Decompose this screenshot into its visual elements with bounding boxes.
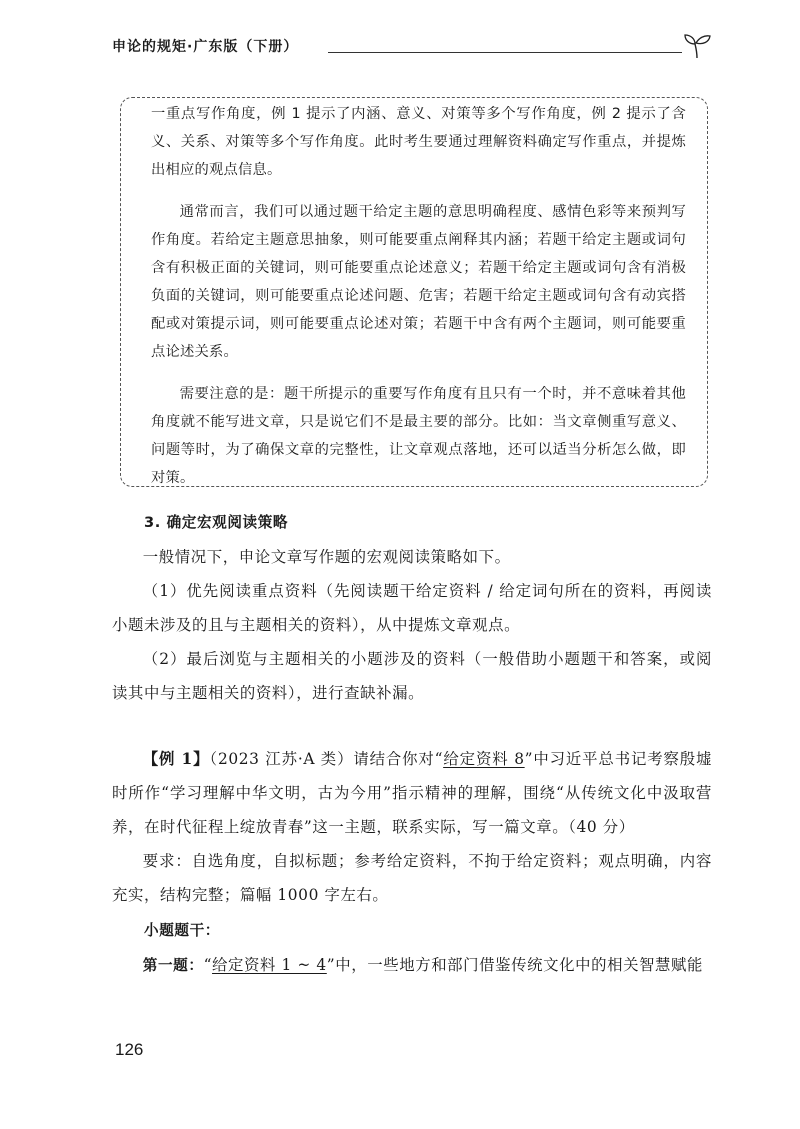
example-1	[112, 742, 712, 983]
section-3	[112, 506, 712, 710]
material-reference: 给定资料 8	[443, 750, 525, 768]
sprout-icon	[682, 30, 712, 60]
sub-question-text: ”中，一些地方和部门借鉴传统文化中的相关智慧赋能	[326, 956, 704, 974]
box-paragraph-2: 通常而言，我们可以通过题干给定主题的意思明确程度、感情色彩等来预判写作角度。若给定主题意思抽象，则可能要重点阐释其内涵；若题干给定主题或词句含有积极正面的关键词，则可能要重点论述意义；若题干给定主题或词句含有消极负面的关键词，则可能要重点论述问题、危害；若题干给定主题或词句含有动宾搭配或对策提示词，则可能要重点论述对策；若题干中含有两个主题词，则可能要重点论述关系。	[151, 204, 686, 360]
example-source: （2023 江苏·A 类）	[209, 750, 354, 768]
example-requirements: 要求：自选角度，自拟标题；参考给定资料，不拘于给定资料；观点明确，内容充实，结构完整；篇幅 1000 字左右。	[112, 852, 712, 904]
example-prompt	[112, 742, 712, 844]
prompt-text-rest: ”中习近平总书记考察殷墟时所作“学习理解中华文明，古为今用”指示精神的理解，围绕“从传统文化中汲取营养，在时代征程上绽放青春”这一主题，联系实际，写一篇文章。（40 分）	[112, 750, 713, 836]
header-rule	[328, 52, 682, 53]
strategy-item-2: （2）最后浏览与主题相关的小题涉及的资料（一般借助小题题干和答案，或阅读其中与主题相关的资料），进行查缺补漏。	[112, 650, 712, 702]
page-header	[112, 30, 712, 64]
tip-box	[120, 97, 708, 487]
sub-question-heading: 小题题干：	[144, 922, 220, 939]
quote-open: “	[203, 956, 213, 974]
section-intro: 一般情况下，申论文章写作题的宏观阅读策略如下。	[142, 548, 511, 566]
example-label: 【例 1】	[142, 750, 210, 768]
box-paragraph-3: 需要注意的是：题干所提示的重要写作角度有且只有一个时，并不意味着其他角度就不能写进文章，只是说它们不是最主要的部分。比如：当文章侧重写意义、问题等时，为了确保文章的完整性，让文章观点落地，还可以适当分析怎么做，即对策。	[151, 386, 686, 486]
box-paragraph-1: 一重点写作角度，例 1 提示了内涵、意义、对策等多个写作角度，例 2 提示了含义、关系、对策等多个写作角度。此时考生要通过理解资料确定写作重点，并提炼出相应的观点信息。	[151, 106, 686, 178]
section-heading: 3. 确定宏观阅读策略	[144, 514, 289, 531]
sub-question-label: 第一题：	[142, 957, 204, 974]
page-number: 126	[115, 1040, 144, 1059]
sub-question-1	[112, 948, 712, 983]
prompt-text-start: 请结合你对“	[353, 750, 444, 768]
sub-question-material: 给定资料 1 ~ 4	[212, 956, 327, 974]
strategy-item-1: （1）优先阅读重点资料（先阅读题干给定资料 / 给定词句所在的资料，再阅读小题未涉及的且与主题相关的资料），从中提炼文章观点。	[112, 582, 712, 634]
book-title: 申论的规矩·广东版（下册）	[112, 39, 299, 55]
